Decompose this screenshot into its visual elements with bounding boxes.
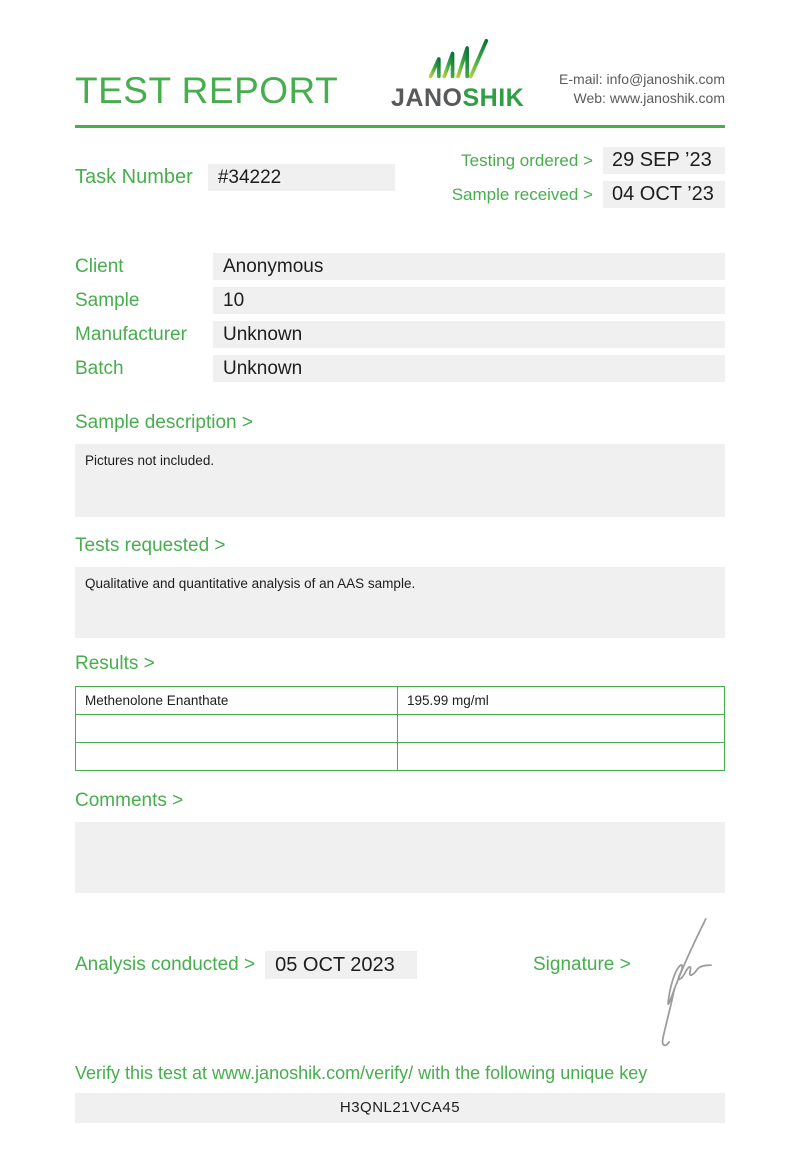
sample-description-label: Sample description > [75,412,253,433]
dates-group [441,147,725,208]
sample-description-section [75,412,725,517]
sample-received-value: 04 OCT ’23 [603,181,725,208]
testing-ordered-value: 29 SEP ’23 [603,147,725,174]
manufacturer-label: Manufacturer [75,323,187,345]
client-label: Client [75,255,124,277]
report-title: TEST REPORT [75,70,339,111]
logo-wordmark-green: SHIK [462,83,525,112]
analysis-conducted-group [75,951,417,979]
table-row [76,743,725,771]
info-row-sample [75,287,725,314]
signature-group [533,950,725,980]
signature-label: Signature > [533,954,631,975]
contact-email: E-mail: info@janoshik.com [559,71,725,87]
info-row-manufacturer [75,321,725,348]
report-header [75,40,725,112]
results-table [75,686,725,771]
result-substance [76,715,398,743]
logo-wordmark [391,85,524,113]
task-number-group [75,147,395,208]
batch-value: Unknown [213,355,725,382]
janoshik-logo [391,38,524,113]
contact-block [559,70,725,112]
signature-image [636,904,732,1061]
info-row-client [75,253,725,280]
comments-box [75,822,725,893]
result-substance [76,743,398,771]
tests-requested-label: Tests requested > [75,535,226,556]
analysis-conducted-value: 05 OCT 2023 [265,951,417,979]
growth-chart-icon [426,38,490,85]
sample-label: Sample [75,289,140,311]
footer-row [75,950,725,980]
batch-label: Batch [75,357,124,379]
sample-received-label: Sample received > [451,184,593,204]
result-amount [398,715,725,743]
table-row [76,715,725,743]
contact-web: Web: www.janoshik.com [573,90,725,106]
result-amount [398,743,725,771]
header-divider [75,125,725,128]
results-label: Results > [75,653,155,674]
tests-requested-box: Qualitative and quantitative analysis of an AAS sample. [75,567,725,638]
client-value: Anonymous [213,253,725,280]
task-row [75,147,725,208]
result-amount: 195.99 mg/ml [398,687,725,715]
sample-value: 10 [213,287,725,314]
verify-instruction: Verify this test at www.janoshik.com/verify/ with the following unique key [75,1063,648,1083]
results-section [75,653,725,771]
analysis-conducted-label: Analysis conducted > [75,954,256,975]
task-number-value: #34222 [208,164,395,191]
testing-ordered-row [441,147,725,174]
sample-received-row [441,181,725,208]
manufacturer-value: Unknown [213,321,725,348]
table-row [76,687,725,715]
unique-key-value: H3QNL21VCA45 [75,1093,725,1123]
task-number-label: Task Number [75,166,193,188]
logo-wordmark-dark: JANO [391,83,463,112]
testing-ordered-label: Testing ordered > [461,150,593,170]
sample-description-box: Pictures not included. [75,444,725,517]
info-row-batch [75,355,725,382]
tests-requested-section [75,535,725,638]
result-substance: Methenolone Enanthate [76,687,398,715]
comments-section [75,790,725,893]
client-info-block [75,253,725,382]
comments-label: Comments > [75,790,184,811]
